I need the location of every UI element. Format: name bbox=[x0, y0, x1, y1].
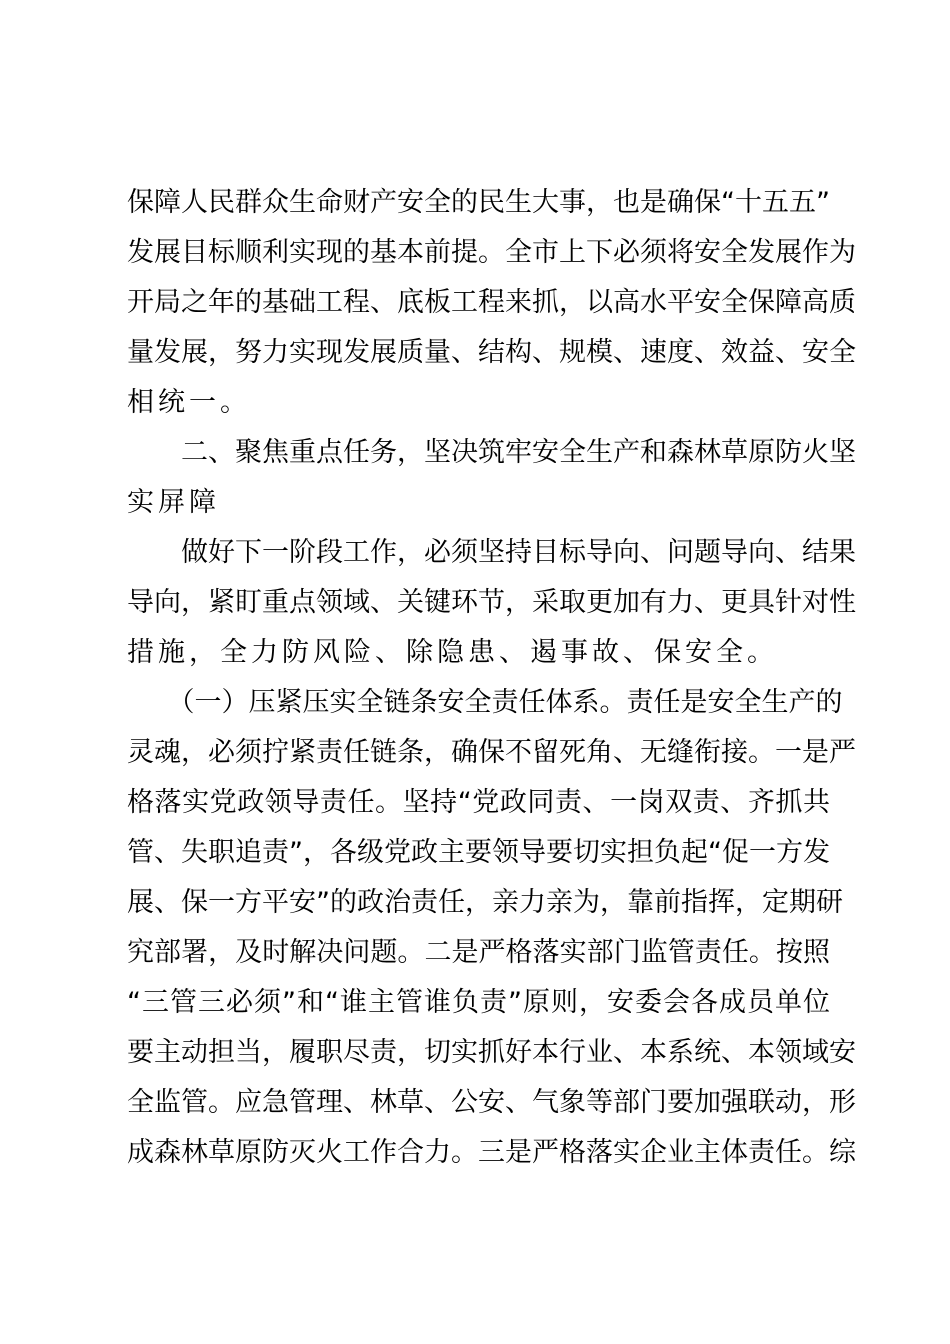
text-line: 措施，全力防风险、除隐患、遏事故、保安全。 bbox=[127, 637, 778, 668]
text-line: 保障人民群众生命财产安全的民生大事，也是确保“十五五” bbox=[127, 187, 830, 218]
text-line: 量发展，努力实现发展质量、结构、规模、速度、效益、安全 bbox=[127, 337, 856, 368]
text-line: 导向，紧盯重点领域、关键环节，采取更加有力、更具针对性 bbox=[127, 587, 856, 618]
text-line: 格落实党政领导责任。坚持“党政同责、一岗双责、齐抓共 bbox=[127, 787, 830, 818]
text-line: 发展目标顺利实现的基本前提。全市上下必须将安全发展作为 bbox=[127, 237, 856, 268]
text-line: 究部署，及时解决问题。二是严格落实部门监管责任。按照 bbox=[127, 937, 830, 968]
text-line: 二、聚焦重点任务，坚决筑牢安全生产和森林草原防火坚 bbox=[127, 437, 856, 468]
text-line: 全监管。应急管理、林草、公安、气象等部门要加强联动，形 bbox=[127, 1087, 856, 1118]
text-line: 成森林草原防灭火工作合力。三是严格落实企业主体责任。综 bbox=[127, 1137, 856, 1168]
text-line: （一）压紧压实全链条安全责任体系。责任是安全生产的 bbox=[127, 687, 843, 718]
text-line: 做好下一阶段工作，必须坚持目标导向、问题导向、结果 bbox=[127, 537, 856, 568]
text-line: 灵魂，必须拧紧责任链条，确保不留死角、无缝衔接。一是严 bbox=[127, 737, 856, 768]
text-line: 要主动担当，履职尽责，切实抓好本行业、本系统、本领域安 bbox=[127, 1037, 856, 1068]
text-line: 开局之年的基础工程、底板工程来抓，以高水平安全保障高质 bbox=[127, 287, 856, 318]
document-body bbox=[127, 178, 856, 1178]
text-line: 实屏障 bbox=[127, 487, 220, 518]
text-line: 展、保一方平安”的政治责任，亲力亲为，靠前指挥，定期研 bbox=[127, 887, 843, 918]
text-line: “三管三必须”和“谁主管谁负责”原则，安委会各成员单位 bbox=[127, 987, 830, 1018]
text-line: 管、失职追责”，各级党政主要领导要切实担负起“促一方发 bbox=[127, 837, 830, 868]
text-line: 相统一。 bbox=[127, 387, 251, 418]
